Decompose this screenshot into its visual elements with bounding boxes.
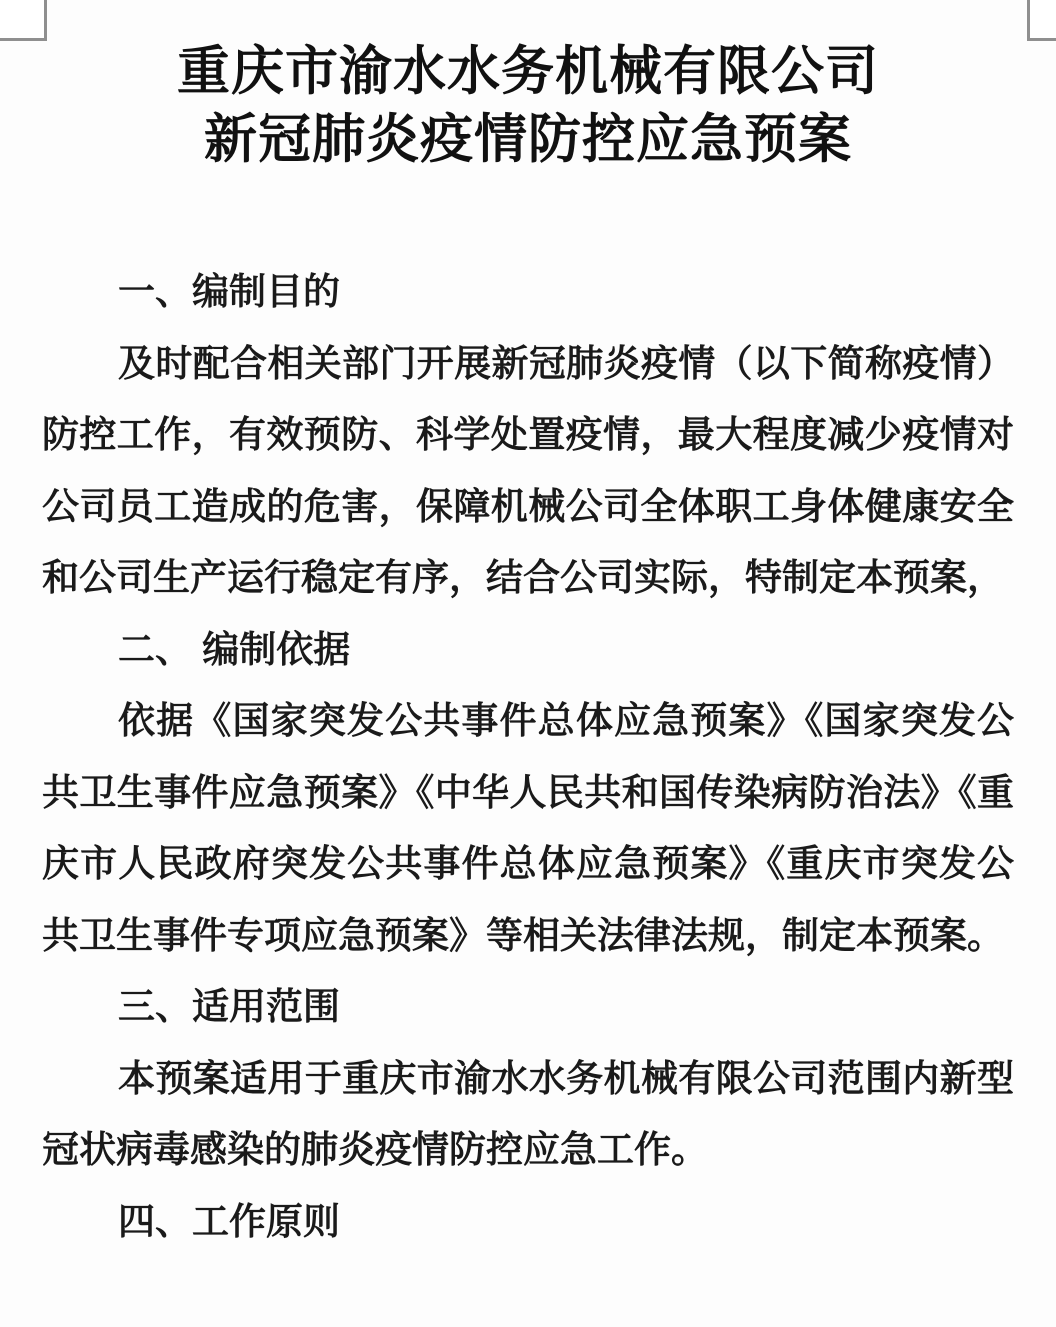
section-2 xyxy=(42,614,1014,972)
document-body xyxy=(42,256,1014,1257)
scan-corner-mark-right xyxy=(1027,0,1056,41)
section-3 xyxy=(42,971,1014,1186)
section-2-paragraph: 依据《国家突发公共事件总体应急预案》《国家突发公共卫生事件应急预案》《中华人民共和国传染病防治法》《重庆市人民政府突发公共事件总体应急预案》《重庆市突发公共卫生事件专项应急预案》等相关法律法规，制定本预案。 xyxy=(42,700,1014,956)
section-1-paragraph: 及时配合相关部门开展新冠肺炎疫情（以下简称疫情）防控工作，有效预防、科学处置疫情，最大程度减少疫情对公司员工造成的危害，保障机械公司全体职工身体健康安全和公司生产运行稳定有序，结合公司实际，特制定本预案， xyxy=(42,342,1014,598)
section-4-heading: 四、工作原则 xyxy=(118,1200,340,1242)
document-title-line-1: 重庆市渝水水务机械有限公司 xyxy=(177,42,879,101)
section-2-heading: 二、 编制依据 xyxy=(118,628,351,670)
section-3-heading: 三、适用范围 xyxy=(118,986,340,1027)
document-title xyxy=(0,38,1056,174)
scan-corner-mark-left xyxy=(0,0,47,41)
section-1-heading: 一、编制目的 xyxy=(118,271,340,312)
section-3-paragraph: 本预案适用于重庆市渝水水务机械有限公司范围内新型冠状病毒感染的肺炎疫情防控应急工作。 xyxy=(42,1057,1014,1170)
document-title-line-2: 新冠肺炎疫情防控应急预案 xyxy=(204,110,852,169)
section-4 xyxy=(42,1186,1014,1258)
section-1 xyxy=(42,256,1014,614)
